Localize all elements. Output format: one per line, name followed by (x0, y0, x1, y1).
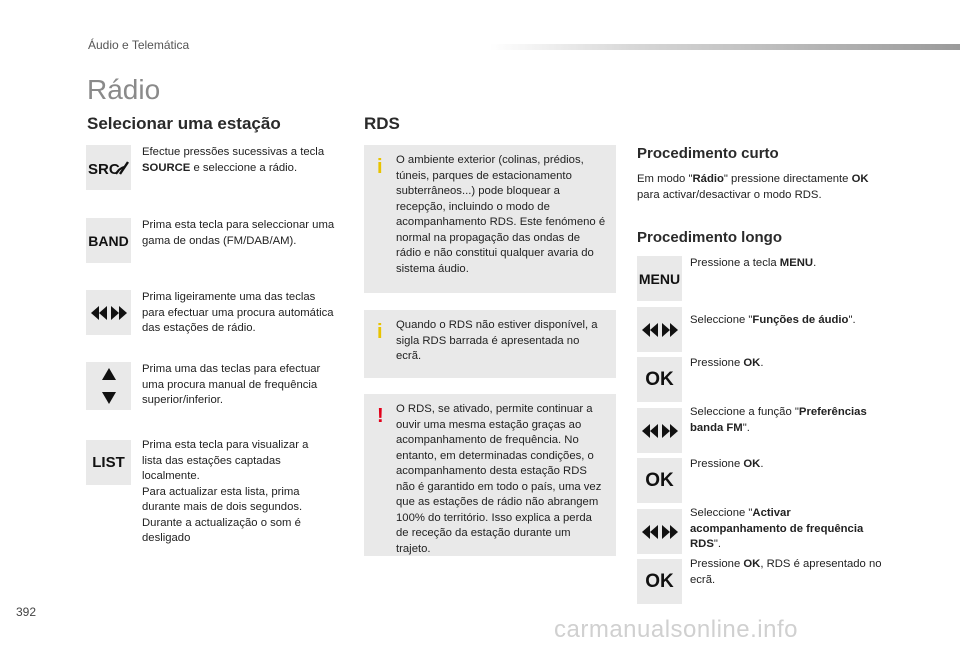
warning-note-rds-following-text: O RDS, se ativado, permite continuar a ouvir uma mesma estação graças ao acompanhamento de frequência. No entanto, em determinadas condições, o acompanhamento desta estação RDS não é garantido em todo o país, uma vez que as estações de rádio não abrangem 100% do território. Isso explica a perda de receção da estação durante um trajeto. (396, 403, 602, 555)
info-icon: i (377, 321, 383, 343)
menu-button-icon: MENU (637, 256, 682, 301)
watermark: carmanualsonline.info (554, 616, 798, 643)
ok-button-icon: OK (637, 357, 682, 402)
page-number: 392 (16, 605, 37, 619)
chapter-header: Áudio e Telemática (88, 38, 190, 52)
info-note-rds-unavailable-text: Quando o RDS não estiver disponível, a sigla RDS barrada é apresentada no ecrã. (396, 319, 598, 362)
ok-button-icon: OK (637, 559, 682, 604)
warning-note-rds-following (364, 394, 616, 556)
step-press-menu: Pressione a tecla MENU. (690, 257, 817, 269)
section-title-rds: RDS (364, 114, 400, 133)
seek-arrows-icon (637, 408, 682, 453)
page-title: Rádio (87, 74, 161, 105)
src-description: Efectue pressões sucessivas a tecla SOURCE e seleccione a rádio. (142, 146, 325, 174)
info-note-rds-unavailable (364, 310, 616, 378)
section-title-select-station: Selecionar uma estação (87, 114, 281, 133)
step-press-ok-1: Pressione OK. (690, 357, 764, 369)
step-press-ok-3: Pressione OK, RDS é apresentado no ecrã. (690, 558, 882, 586)
step-select-audio-functions: Seleccione "Funções de áudio". (690, 314, 856, 326)
seek-arrows-icon (637, 307, 682, 352)
info-note-reception (364, 145, 616, 293)
step-activate-rds-following: Seleccione "Activar acompanhamento de frequência RDS". (690, 507, 864, 550)
info-icon: i (377, 156, 383, 178)
band-button-icon: BAND (86, 218, 131, 263)
short-procedure-text: Em modo "Rádio" pressione directamente OK para activar/desactivar o modo RDS. (637, 173, 869, 201)
info-note-reception-text: O ambiente exterior (colinas, prédios, túneis, parques de estacionamento subterrâneos...) pode bloquear a recepção, incluindo o modo de acompanhamento RDS. Este fenómeno é normal na propagação das ondas de rádio e não constitui qualquer avaria do sistema áudio. (396, 154, 606, 275)
seek-description: Prima ligeiramente uma das teclas para efectuar uma procura automática das estações de rádio. (142, 291, 334, 334)
ok-button-icon: OK (637, 458, 682, 503)
seek-arrows-icon (637, 509, 682, 554)
long-procedure-title: Procedimento longo (637, 229, 783, 246)
up-down-arrows-icon (86, 362, 131, 410)
step-select-fm-preferences: Seleccione a função "Preferências banda FM". (690, 406, 867, 434)
manual-search-description: Prima uma das teclas para efectuar uma procura manual de frequência superior/inferior. (142, 363, 321, 406)
list-button-icon: LIST (86, 440, 131, 485)
seek-arrows-icon (86, 290, 131, 335)
band-description: Prima esta tecla para seleccionar uma gama de ondas (FM/DAB/AM). (142, 219, 335, 247)
step-press-ok-2: Pressione OK. (690, 458, 764, 470)
src-button-icon (86, 145, 131, 190)
list-description: Prima esta tecla para visualizar a lista das estações captadas localmente. Para actualizar esta lista, prima durante mais de dois segundos. Durante a actualização o som é desligado (142, 439, 309, 544)
src-key-label: SRC (87, 160, 120, 178)
header-gradient-bar (490, 44, 960, 50)
warning-icon: ! (377, 405, 384, 427)
short-procedure-title: Procedimento curto (637, 145, 779, 162)
